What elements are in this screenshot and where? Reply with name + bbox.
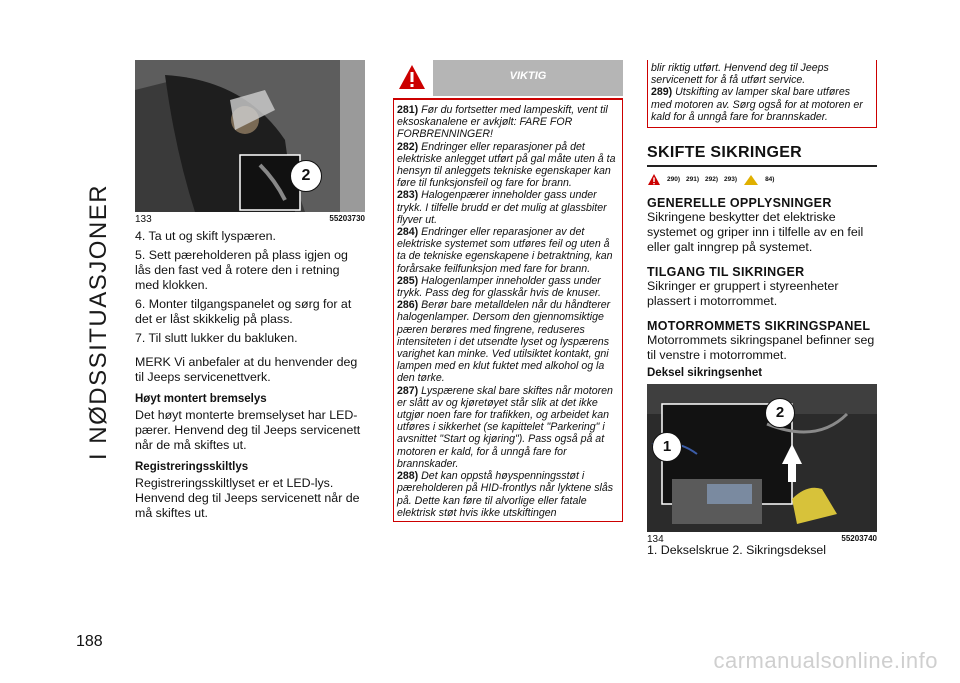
ref-292: 292) [705, 176, 719, 184]
warning-title: VIKTIG [509, 70, 547, 82]
callout-2: 2 [290, 160, 322, 192]
caution-triangle-icon [743, 174, 759, 186]
figure-133-image [135, 60, 365, 212]
subheading-fuse-cover: Deksel sikringsenhet [647, 367, 763, 380]
reference-row [647, 173, 877, 186]
column-1 [135, 60, 365, 521]
warning-list [393, 100, 623, 522]
warning-item-284: 284) Endringer eller reparasjoner av det elektriske systemet som utføres feil og uten å ta de tekniske egenskapene i betraktning, kan forårsake feilfunksjon med fare for brann. [397, 226, 613, 275]
warning-item-285: 285) Halogenlamper inneholder gass under trykk. Pass deg for glasskår hvis de knuser. [397, 274, 601, 300]
watermark: carmanualsonline.info [713, 648, 938, 673]
page-number: 188 [76, 633, 103, 650]
step-6: 6. Monter tilgangspanelet og sørg for at det er låst skikkelig på plass. [135, 297, 352, 326]
warning-item-283: 283) Halogenpærer inneholder gass under trykk. I tilfelle brudd er det mulig at glassbiter flyver ut. [397, 189, 607, 226]
heading-engine-fuse-panel: MOTORROMMETS SIKRINGSPANEL [647, 319, 871, 334]
brake-light-text: Det høyt monterte bremselyset har LED-pærer. Henvend deg til Jeeps servicenett når de må skiftes ut. [135, 408, 361, 452]
tail-light-photo [135, 60, 365, 212]
figure-legend: 1. Dekselskrue 2. Sikringsdeksel [647, 543, 827, 558]
warning-item-286: 286) Berør bare metalldelen når du håndterer halogenlamper. Dersom den gjennomsiktige pæren berøres med fingrene, reduseres intensiteten i det utsendte lyset og lyspærens varighet kan minke. Ved utilsiktet kontakt, gni lampen med en klut fuktet med alkohol og la den tørke. [397, 299, 611, 385]
step-7: 7. Til slutt lukker du bakluken. [135, 331, 298, 345]
warning-item-282: 282) Endringer eller reparasjoner på det elektriske anlegget utført på gal måte uten å ta hensyn til anleggets tekniske egenskaper kan føre til funksjonsfeil og fare for brann. [397, 140, 616, 190]
callout-2: 2 [765, 398, 795, 428]
warning-triangle-icon [647, 173, 661, 186]
warning-header [393, 60, 623, 100]
step-5: 5. Sett pæreholderen på plass igjen og lås den fast ved å rotere den i retning med klokken. [135, 248, 348, 292]
heading-general-info: GENERELLE OPPLYSNINGER [647, 196, 832, 211]
column-2 [393, 60, 623, 522]
heading-access: TILGANG TIL SIKRINGER [647, 265, 805, 280]
access-text: Sikringer er gruppert i styreenheter plassert i motorrommet. [647, 279, 839, 309]
warning-item-288: 288) Det kan oppstå høyspenningsstøt i pæreholderen på HID-frontlys når lyktene slås på. Dette kan føre til alvorlige eller fatale elektrisk støt hvis ikke utskiftingen [397, 470, 614, 519]
subheading-brake-light: Høyt montert bremselys [135, 393, 267, 405]
warning-continuation [647, 60, 877, 128]
figure-code: 55203730 [329, 214, 365, 223]
step-4: 4. Ta ut og skift lyspæren. [135, 229, 276, 243]
warning-item-287: 287) Lyspærene skal bare skiftes når motoren er slått av og kjøretøyet står slik at det ikke utgjør noen fare for trafikken, og arbeidet kan utføres i sikkerhet (se kapittelet "Parkering" i avsnittet "Start og kjøring"). Pass også på at motoren er kald, for å unngå fare for brannskader. [397, 384, 613, 470]
warning-triangle-icon [397, 63, 427, 91]
warning-continued-text: blir riktig utført. Henvend deg til Jeeps servicenett for å få utført service. [651, 62, 829, 87]
figure-134-image [647, 384, 877, 532]
heading-fuses: SKIFTE SIKRINGER [647, 144, 877, 167]
figure-caption [135, 214, 365, 225]
plate-light-text: Registreringsskiltlyset er et LED-lys. Henvend deg til Jeeps servicenett når de må skiftes ut. [135, 476, 360, 520]
figure-number: 134 [647, 534, 664, 546]
warning-item-281: 281) Før du fortsetter med lampeskift, vent til eksoskanalene er avkjølt: FARE FOR FORBRENNINGER! [397, 104, 608, 141]
general-info-text: Sikringene beskytter det elektriske systemet og griper inn i tilfelle av en feil eller galt inngrep på systemet. [647, 210, 864, 255]
subheading-plate-light: Registreringsskiltlys [135, 461, 249, 473]
section-side-title [64, 22, 134, 622]
ref-290: 290) [667, 176, 681, 184]
ref-293: 293) [724, 176, 738, 184]
column-3 [647, 60, 877, 558]
note-text: MERK Vi anbefaler at du henvender deg til Jeeps servicenettverk. [135, 355, 358, 384]
fuse-box-photo [647, 384, 877, 532]
warning-item-289: 289) Utskifting av lamper skal bare utføres med motoren av. Sørg også for at motoren er kald for å unngå fare for brannskader. [651, 86, 863, 123]
figure-number: 133 [135, 214, 152, 225]
ref-291: 291) [686, 176, 700, 184]
side-title-text: I NØDSSITUASJONER [85, 183, 112, 461]
ref-84: 84) [765, 176, 775, 184]
figure-code: 55203740 [841, 534, 877, 544]
callout-1: 1 [652, 432, 682, 462]
engine-panel-text: Motorrommets sikringspanel befinner seg til venstre i motorrommet. [647, 333, 875, 363]
